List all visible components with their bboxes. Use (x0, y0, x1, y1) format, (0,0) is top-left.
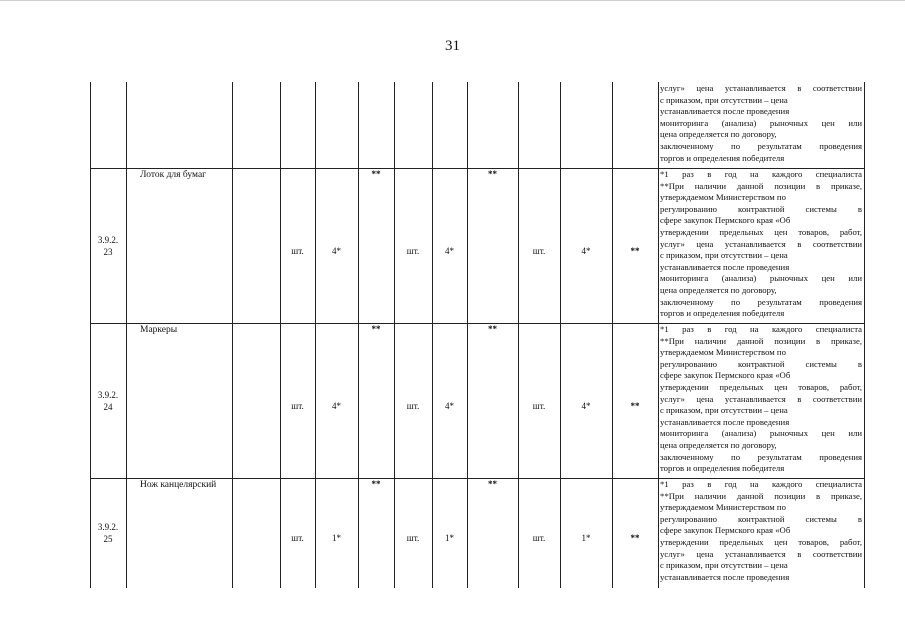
quantity: 4* (581, 401, 591, 411)
price-note-line: мониторинга (анализа) рыночных цен или (660, 273, 862, 284)
unit: шт. (406, 533, 420, 543)
unit: шт. (291, 533, 304, 543)
unit: шт. (291, 401, 304, 411)
item-name: Нож канцелярский (140, 480, 217, 490)
unit: шт. (291, 246, 304, 256)
table-column-line (658, 82, 659, 588)
table-column-line (358, 82, 359, 588)
price-note-line: утверждаемом Министерством по (660, 192, 786, 203)
price-note-line: торгов и определения победителя (660, 308, 785, 319)
quantity: 4* (445, 401, 454, 411)
quantity: 4* (332, 401, 341, 411)
quantity: 4* (445, 246, 454, 256)
price-note-line: сфере закупок Пермского края «Об (660, 215, 791, 226)
quantity: 1* (581, 533, 591, 543)
price-mark: ** (371, 169, 381, 179)
price-note-line: мониторинга (анализа) рыночных цен или (660, 428, 862, 439)
price-note (660, 83, 862, 164)
price-note-line: услуг» цена устанавливается в соответствии (660, 83, 862, 93)
price-note-line: с приказом, при отсутствии – цена (660, 560, 788, 571)
item-code: 3.9.2. 24 (97, 390, 119, 412)
price-note-line: с приказом, при отсутствии – цена (660, 250, 788, 261)
price-note-line: **При наличии данной позиции в приказе, (660, 490, 862, 501)
quantity: 4* (581, 246, 591, 256)
price-note-line: утверждении предельных цен товаров, работ, (660, 226, 862, 237)
quantity: 1* (445, 533, 454, 543)
price-note-line: устанавливается после проведения (660, 106, 790, 117)
table-column-line (518, 82, 519, 588)
quantity: 1* (332, 533, 341, 543)
price-note-line: устанавливается после проведения (660, 571, 790, 582)
table-column-line (280, 82, 281, 588)
item-name: Маркеры (140, 325, 178, 335)
price-note-line: регулированию контрактной системы в (660, 358, 862, 369)
price-note-line: услуг» цена устанавливается в соответствии (660, 393, 862, 404)
price-note-line: цена определяется по договору, (660, 129, 777, 140)
unit: шт. (532, 246, 546, 256)
price-mark: ** (630, 246, 640, 256)
table-column-line (560, 82, 561, 588)
table-column-line (394, 82, 395, 588)
price-mark: ** (630, 401, 640, 411)
price-note-line: сфере закупок Пермского края «Об (660, 370, 791, 381)
price-note-line: заключенному по результатам проведения (660, 140, 862, 151)
price-note-line: регулированию контрактной системы в (660, 513, 862, 524)
price-note-line: цена определяется по договору, (660, 439, 777, 450)
table-column-line (467, 82, 468, 588)
item-code: 3.9.2. 25 (97, 522, 119, 544)
price-mark: ** (488, 479, 497, 489)
unit: шт. (406, 401, 420, 411)
table-column-line (612, 82, 613, 588)
price-mark: ** (371, 324, 381, 334)
price-note-line: утверждении предельных цен товаров, работ, (660, 536, 862, 547)
price-note-line: устанавливается после проведения (660, 416, 790, 427)
price-note-line: утверждаемом Министерством по (660, 347, 786, 358)
price-note-line: мониторинга (анализа) рыночных цен или (660, 117, 862, 128)
price-note-line: *1 раз в год на каждого специалиста (660, 324, 862, 334)
price-note-line: регулированию контрактной системы в (660, 203, 862, 214)
quantity: 4* (332, 246, 341, 256)
price-note-line: с приказом, при отсутствии – цена (660, 405, 788, 416)
price-note-line: торгов и определения победителя (660, 152, 785, 163)
price-note-line: устанавливается после проведения (660, 261, 790, 272)
price-mark: ** (488, 324, 497, 334)
price-mark: ** (488, 169, 497, 179)
price-note-line: **При наличии данной позиции в приказе, (660, 335, 862, 346)
unit: шт. (532, 401, 546, 411)
price-note-line: услуг» цена устанавливается в соответствии (660, 238, 862, 249)
price-note (660, 324, 862, 475)
unit: шт. (406, 246, 420, 256)
price-note-line: услуг» цена устанавливается в соответствии (660, 548, 862, 559)
page-top-scan-line (0, 0, 905, 1)
table-column-line (864, 82, 865, 588)
table-column-line (315, 82, 316, 588)
price-note-line: сфере закупок Пермского края «Об (660, 525, 791, 536)
price-note (660, 169, 862, 320)
price-note-line: заключенному по результатам проведения (660, 296, 862, 307)
table-column-line (126, 82, 127, 588)
price-note-line: торгов и определения победителя (660, 463, 785, 474)
item-code: 3.9.2. 23 (97, 235, 119, 257)
price-note-line: с приказом, при отсутствии – цена (660, 94, 788, 105)
price-note-line: *1 раз в год на каждого специалиста (660, 479, 862, 489)
price-mark: ** (630, 533, 640, 543)
price-note-line: цена определяется по договору, (660, 284, 777, 295)
price-note-line: заключенному по результатам проведения (660, 451, 862, 462)
table-column-line (90, 82, 91, 588)
item-name: Лоток для бумаг (140, 170, 207, 180)
page-number: 31 (445, 38, 460, 54)
price-note (660, 479, 862, 583)
table-column-line (432, 82, 433, 588)
table-column-line (232, 82, 233, 588)
price-note-line: **При наличии данной позиции в приказе, (660, 180, 862, 191)
unit: шт. (532, 533, 546, 543)
price-mark: ** (371, 479, 381, 489)
price-note-line: утверждаемом Министерством по (660, 502, 786, 513)
price-note-line: *1 раз в год на каждого специалиста (660, 169, 862, 179)
price-note-line: утверждении предельных цен товаров, работ, (660, 381, 862, 392)
